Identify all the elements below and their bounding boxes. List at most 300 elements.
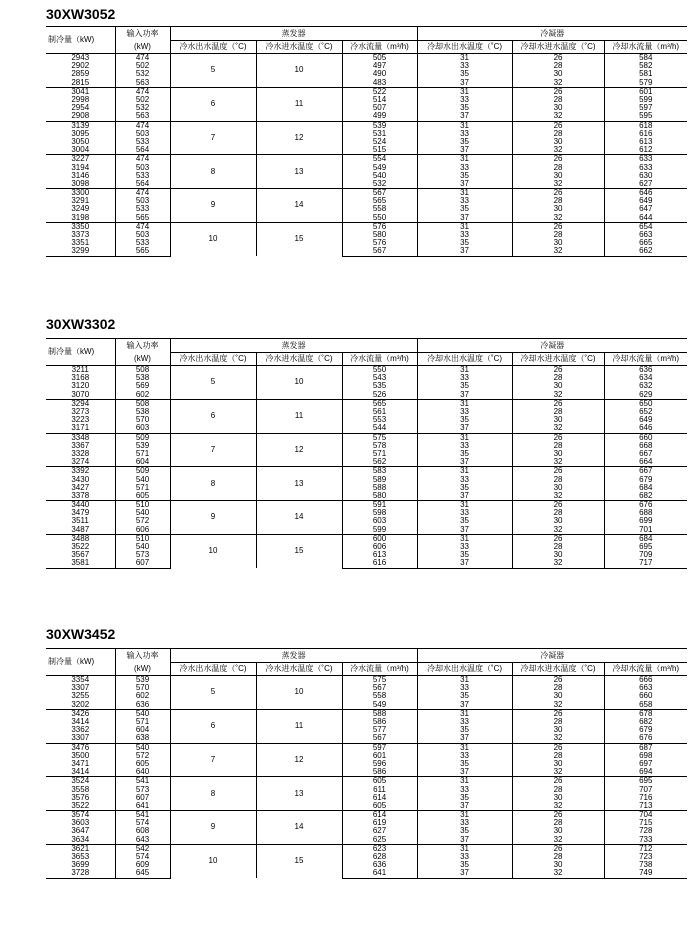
- cell-evap-in: 12: [256, 121, 342, 155]
- cell-capacity: 3004: [71, 146, 90, 155]
- cell-capacity: 3567: [71, 551, 90, 560]
- cell-evap-flow: 535: [342, 382, 417, 390]
- cell-power: 571: [115, 718, 170, 726]
- cell-evap-out: 6: [170, 709, 256, 743]
- cell-cond-in: 26: [512, 155, 604, 164]
- cell-cond-flow: 701: [604, 526, 687, 535]
- cell-cond-out: 37: [417, 146, 512, 155]
- cell-cond-in: 26: [512, 467, 604, 476]
- cell-power: 533: [115, 138, 170, 146]
- header-capacity: 制冷量（kW): [46, 649, 115, 676]
- cell-cond-out: 37: [417, 424, 512, 433]
- cell-power: 609: [115, 861, 170, 869]
- cell-cond-flow: 666: [604, 676, 687, 685]
- table-row: [46, 424, 687, 433]
- cell-evap-flow: 561: [342, 408, 417, 416]
- cell-evap-flow: 497: [342, 62, 417, 70]
- cell-cond-flow: 697: [604, 760, 687, 768]
- cell-power: 573: [115, 785, 170, 793]
- cell-cond-in: 30: [512, 827, 604, 835]
- cell-capacity: 3146: [71, 171, 90, 180]
- header-evap-in: 冷水进水温度（˚C): [256, 353, 342, 366]
- cell-cond-flow: 738: [604, 861, 687, 869]
- cell-capacity: 3354: [71, 675, 90, 685]
- table-row: [46, 130, 687, 138]
- cell-cond-flow: 663: [604, 684, 687, 692]
- cell-evap-flow: 577: [342, 726, 417, 734]
- cell-evap-flow: 554: [342, 155, 417, 164]
- cell-cond-flow: 707: [604, 785, 687, 793]
- cell-evap-flow: 558: [342, 205, 417, 213]
- cell-evap-flow: 586: [342, 718, 417, 726]
- cell-cond-out: 33: [417, 442, 512, 450]
- cell-capacity: 3362: [71, 726, 90, 735]
- table-row: [46, 163, 687, 171]
- cell-evap-flow: 580: [342, 492, 417, 501]
- cell-evap-flow: 596: [342, 760, 417, 768]
- cell-cond-in: 32: [512, 458, 604, 467]
- cell-cond-in: 26: [512, 709, 604, 718]
- cell-power: 503: [115, 197, 170, 205]
- cell-capacity: 3120: [71, 382, 90, 391]
- cell-evap-flow: 543: [342, 374, 417, 382]
- cell-power: 538: [115, 408, 170, 416]
- cell-cond-out: 33: [417, 96, 512, 104]
- table-row: [46, 87, 687, 96]
- table-row: [46, 96, 687, 104]
- cell-capacity: 3307: [71, 734, 90, 743]
- cell-cond-out: 31: [417, 399, 512, 408]
- cell-capacity: 3574: [46, 811, 115, 820]
- cell-cond-flow: 581: [604, 70, 687, 78]
- cell-evap-flow: 611: [342, 785, 417, 793]
- cell-evap-in: 11: [256, 399, 342, 433]
- cell-cond-out: 33: [417, 543, 512, 551]
- cell-cond-flow: 612: [604, 146, 687, 155]
- cell-cond-in: 28: [512, 543, 604, 551]
- cell-power: 604: [115, 726, 170, 734]
- cell-evap-flow: 553: [342, 416, 417, 424]
- cell-cond-flow: 634: [604, 374, 687, 382]
- cell-power: 539: [115, 442, 170, 450]
- cell-cond-flow: 597: [604, 104, 687, 112]
- cell-cond-out: 31: [417, 709, 512, 718]
- table-row: [46, 458, 687, 467]
- cell-cond-flow: 717: [604, 559, 687, 568]
- cell-capacity: 3728: [46, 869, 115, 878]
- cell-evap-in: 13: [256, 467, 342, 501]
- cell-capacity: 3621: [46, 844, 115, 853]
- cell-evap-out: 7: [170, 743, 256, 777]
- cell-evap-flow: 483: [342, 79, 417, 88]
- cell-evap-flow: 532: [342, 180, 417, 189]
- cell-capacity: 3487: [71, 525, 90, 534]
- cell-cond-out: 31: [417, 54, 512, 63]
- cell-cond-flow: 632: [604, 382, 687, 390]
- cell-cond-in: 30: [512, 551, 604, 559]
- cell-cond-out: 33: [417, 408, 512, 416]
- cell-capacity: 2954: [71, 104, 90, 113]
- header-cond-flow: 冷却水流量（m³/h): [604, 41, 687, 54]
- cell-cond-in: 30: [512, 104, 604, 112]
- cell-cond-out: 37: [417, 214, 512, 223]
- cell-cond-out: 31: [417, 501, 512, 510]
- cell-cond-flow: 616: [604, 130, 687, 138]
- table-row: [46, 180, 687, 189]
- cell-cond-out: 35: [417, 450, 512, 458]
- cell-cond-out: 33: [417, 853, 512, 861]
- cell-capacity: 3430: [71, 475, 90, 484]
- cell-power: 510: [115, 501, 170, 510]
- cell-cond-in: 32: [512, 214, 604, 223]
- cell-cond-in: 30: [512, 450, 604, 458]
- header-power-unit: (kW): [115, 663, 170, 676]
- cell-evap-flow: 499: [342, 112, 417, 121]
- cell-evap-flow: 597: [342, 743, 417, 752]
- cell-cond-flow: 728: [604, 827, 687, 835]
- cell-power: 508: [115, 399, 170, 408]
- cell-cond-out: 33: [417, 130, 512, 138]
- cell-power: 538: [115, 374, 170, 382]
- cell-evap-flow: 526: [342, 391, 417, 400]
- cell-evap-out: 5: [170, 366, 256, 400]
- cell-evap-flow: 589: [342, 475, 417, 483]
- table-row: [46, 811, 687, 820]
- table-row: [46, 543, 687, 551]
- table-row: [46, 559, 687, 568]
- cell-cond-out: 37: [417, 492, 512, 501]
- cell-capacity: 2908: [71, 112, 90, 121]
- cell-power: 533: [115, 172, 170, 180]
- cell-capacity: 3471: [71, 759, 90, 768]
- table-row: [46, 802, 687, 811]
- cell-capacity: 3524: [46, 777, 115, 786]
- cell-cond-flow: 667: [604, 467, 687, 476]
- cell-capacity: 3699: [71, 861, 90, 870]
- cell-power: 572: [115, 752, 170, 760]
- table-row: [46, 146, 687, 155]
- header-evap-flow: 冷水流量（m³/h): [342, 353, 417, 366]
- table-row: [46, 416, 687, 424]
- cell-cond-out: 31: [417, 777, 512, 786]
- cell-capacity: 3603: [71, 819, 90, 828]
- cell-power: 564: [115, 146, 170, 155]
- table-row: [46, 399, 687, 408]
- cell-capacity: 3479: [71, 509, 90, 518]
- cell-cond-flow: 668: [604, 442, 687, 450]
- table-row: [46, 382, 687, 390]
- cell-evap-flow: 558: [342, 692, 417, 700]
- cell-cond-out: 37: [417, 869, 512, 878]
- cell-cond-out: 35: [417, 138, 512, 146]
- table-row: [46, 172, 687, 180]
- cell-evap-out: 6: [170, 87, 256, 121]
- cell-power: 607: [115, 559, 170, 568]
- cell-capacity: 3378: [71, 491, 90, 500]
- cell-cond-in: 30: [512, 484, 604, 492]
- cell-cond-flow: 613: [604, 138, 687, 146]
- cell-cond-out: 33: [417, 718, 512, 726]
- cell-cond-out: 31: [417, 87, 512, 96]
- cell-evap-flow: 549: [342, 163, 417, 171]
- cell-cond-in: 26: [512, 743, 604, 752]
- cell-capacity: 3291: [71, 197, 90, 206]
- table-row: [46, 517, 687, 525]
- cell-evap-flow: 522: [342, 87, 417, 96]
- header-evap-out: 冷水出水温度（˚C): [170, 663, 256, 676]
- cell-cond-in: 26: [512, 399, 604, 408]
- table-row: [46, 676, 687, 685]
- cell-power: 533: [115, 205, 170, 213]
- header-condenser: 冷凝器: [417, 649, 687, 663]
- cell-cond-flow: 579: [604, 79, 687, 88]
- cell-evap-in: 12: [256, 433, 342, 467]
- cell-cond-in: 30: [512, 382, 604, 390]
- cell-cond-in: 32: [512, 768, 604, 777]
- header-cond-in: 冷却水进水温度（˚C): [512, 353, 604, 366]
- cell-cond-flow: 647: [604, 205, 687, 213]
- cell-power: 574: [115, 853, 170, 861]
- cell-cond-out: 35: [417, 239, 512, 247]
- cell-evap-flow: 576: [342, 222, 417, 231]
- cell-evap-in: 10: [256, 676, 342, 710]
- table-row: [46, 442, 687, 450]
- cell-capacity: 2998: [71, 95, 90, 105]
- cell-cond-out: 37: [417, 526, 512, 535]
- cell-evap-flow: 627: [342, 827, 417, 835]
- cell-cond-out: 31: [417, 222, 512, 231]
- cell-cond-in: 26: [512, 777, 604, 786]
- cell-cond-out: 37: [417, 391, 512, 400]
- cell-power: 474: [115, 222, 170, 231]
- cell-capacity: 3095: [71, 129, 90, 138]
- cell-power: 563: [115, 112, 170, 121]
- cell-evap-flow: 641: [342, 869, 417, 878]
- cell-capacity: 3041: [46, 87, 115, 96]
- cell-evap-out: 7: [170, 121, 256, 155]
- header-capacity: 制冷量（kW): [46, 339, 115, 366]
- table-row: [46, 844, 687, 853]
- table-row: [46, 374, 687, 382]
- cell-capacity: 3139: [46, 121, 115, 130]
- cell-cond-flow: 652: [604, 408, 687, 416]
- cell-evap-in: 12: [256, 743, 342, 777]
- cell-cond-flow: 679: [604, 475, 687, 483]
- cell-cond-in: 28: [512, 752, 604, 760]
- cell-cond-out: 35: [417, 172, 512, 180]
- cell-cond-out: 31: [417, 811, 512, 820]
- cell-power: 604: [115, 458, 170, 467]
- cell-cond-flow: 695: [604, 777, 687, 786]
- cell-evap-in: 10: [256, 54, 342, 88]
- cell-capacity: 3414: [71, 768, 90, 777]
- cell-cond-in: 26: [512, 676, 604, 685]
- table-row: [46, 104, 687, 112]
- cell-cond-flow: 650: [604, 399, 687, 408]
- cell-power: 640: [115, 768, 170, 777]
- cell-cond-flow: 618: [604, 121, 687, 130]
- cell-cond-in: 32: [512, 79, 604, 88]
- section-title: 30XW3302: [46, 316, 116, 332]
- table-row: [46, 450, 687, 458]
- cell-cond-in: 28: [512, 374, 604, 382]
- cell-evap-out: 9: [170, 501, 256, 535]
- cell-cond-flow: 684: [604, 534, 687, 543]
- cell-evap-flow: 565: [342, 197, 417, 205]
- cell-cond-in: 28: [512, 442, 604, 450]
- spec-table: [46, 26, 687, 257]
- table-row: [46, 794, 687, 802]
- cell-evap-flow: 490: [342, 70, 417, 78]
- cell-cond-in: 26: [512, 366, 604, 375]
- table-row: [46, 492, 687, 501]
- cell-power: 572: [115, 517, 170, 525]
- cell-cond-flow: 695: [604, 543, 687, 551]
- cell-cond-out: 33: [417, 231, 512, 239]
- table-row: [46, 768, 687, 777]
- cell-cond-out: 31: [417, 121, 512, 130]
- cell-cond-out: 31: [417, 155, 512, 164]
- cell-power: 570: [115, 684, 170, 692]
- header-power: 输入功率: [115, 27, 170, 41]
- cell-cond-in: 32: [512, 734, 604, 743]
- cell-evap-out: 5: [170, 54, 256, 88]
- cell-power: 641: [115, 802, 170, 811]
- table-row: [46, 79, 687, 88]
- cell-evap-flow: 549: [342, 701, 417, 710]
- cell-capacity: 3581: [46, 559, 115, 568]
- cell-cond-out: 35: [417, 794, 512, 802]
- cell-capacity: 3367: [71, 441, 90, 450]
- cell-evap-flow: 507: [342, 104, 417, 112]
- cell-capacity: 3307: [71, 684, 90, 693]
- cell-cond-flow: 630: [604, 172, 687, 180]
- cell-evap-flow: 599: [342, 526, 417, 535]
- cell-evap-flow: 605: [342, 777, 417, 786]
- header-evap-out: 冷水出水温度（˚C): [170, 353, 256, 366]
- cell-evap-flow: 567: [342, 189, 417, 198]
- cell-power: 602: [115, 391, 170, 400]
- cell-cond-out: 37: [417, 802, 512, 811]
- cell-evap-out: 8: [170, 777, 256, 811]
- cell-cond-out: 33: [417, 374, 512, 382]
- cell-evap-flow: 544: [342, 424, 417, 433]
- cell-cond-in: 30: [512, 861, 604, 869]
- cell-cond-in: 26: [512, 501, 604, 510]
- cell-capacity: 3274: [71, 458, 90, 467]
- cell-cond-flow: 698: [604, 752, 687, 760]
- cell-evap-flow: 591: [342, 501, 417, 510]
- cell-cond-flow: 715: [604, 819, 687, 827]
- table-row: [46, 189, 687, 198]
- cell-power: 510: [115, 534, 170, 543]
- cell-cond-in: 32: [512, 247, 604, 256]
- header-evap-flow: 冷水流量（m³/h): [342, 663, 417, 676]
- cell-cond-in: 28: [512, 96, 604, 104]
- cell-cond-in: 28: [512, 408, 604, 416]
- cell-capacity: 3168: [71, 374, 90, 383]
- cell-cond-flow: 649: [604, 197, 687, 205]
- cell-evap-flow: 605: [342, 802, 417, 811]
- section-title: 30XW3052: [46, 6, 116, 22]
- cell-power: 540: [115, 475, 170, 483]
- table-row: [46, 684, 687, 692]
- cell-evap-flow: 576: [342, 239, 417, 247]
- cell-cond-out: 35: [417, 70, 512, 78]
- cell-capacity: 3328: [71, 449, 90, 458]
- cell-cond-flow: 584: [604, 54, 687, 63]
- cell-cond-out: 37: [417, 836, 512, 845]
- cell-cond-flow: 646: [604, 189, 687, 198]
- cell-power: 571: [115, 484, 170, 492]
- table-row: [46, 112, 687, 121]
- cell-cond-flow: 660: [604, 692, 687, 700]
- cell-cond-out: 35: [417, 827, 512, 835]
- table-row: [46, 70, 687, 78]
- cell-cond-in: 32: [512, 146, 604, 155]
- table-row: [46, 509, 687, 517]
- cell-cond-in: 30: [512, 517, 604, 525]
- cell-cond-in: 30: [512, 760, 604, 768]
- cell-evap-flow: 619: [342, 819, 417, 827]
- cell-evap-in: 15: [256, 534, 342, 568]
- cell-evap-flow: 571: [342, 450, 417, 458]
- cell-evap-flow: 524: [342, 138, 417, 146]
- cell-power: 502: [115, 62, 170, 70]
- cell-cond-in: 28: [512, 718, 604, 726]
- table-row: [46, 391, 687, 400]
- cell-cond-out: 35: [417, 726, 512, 734]
- cell-cond-in: 32: [512, 559, 604, 568]
- cell-cond-out: 31: [417, 189, 512, 198]
- table-row: [46, 239, 687, 247]
- table-row: [46, 475, 687, 483]
- cell-cond-flow: 599: [604, 96, 687, 104]
- cell-cond-in: 28: [512, 130, 604, 138]
- cell-cond-in: 28: [512, 62, 604, 70]
- cell-evap-out: 5: [170, 676, 256, 710]
- cell-power: 503: [115, 163, 170, 171]
- cell-cond-in: 28: [512, 509, 604, 517]
- cell-cond-flow: 663: [604, 231, 687, 239]
- cell-cond-out: 35: [417, 692, 512, 700]
- cell-cond-out: 31: [417, 534, 512, 543]
- cell-capacity: 3255: [71, 692, 90, 701]
- cell-power: 606: [115, 526, 170, 535]
- cell-cond-in: 28: [512, 475, 604, 483]
- cell-power: 602: [115, 692, 170, 700]
- cell-evap-flow: 600: [342, 534, 417, 543]
- cell-capacity: 3351: [71, 239, 90, 248]
- table-row: [46, 408, 687, 416]
- spec-table: [46, 648, 687, 879]
- cell-cond-out: 31: [417, 366, 512, 375]
- cell-capacity: 3050: [71, 137, 90, 146]
- cell-evap-in: 14: [256, 189, 342, 223]
- cell-evap-flow: 601: [342, 752, 417, 760]
- cell-capacity: 3194: [71, 163, 90, 172]
- cell-power: 540: [115, 509, 170, 517]
- cell-capacity: 3223: [71, 416, 90, 425]
- cell-capacity: 3202: [71, 700, 90, 709]
- cell-power: 574: [115, 819, 170, 827]
- cell-cond-flow: 633: [604, 155, 687, 164]
- cell-cond-in: 32: [512, 180, 604, 189]
- cell-cond-out: 31: [417, 743, 512, 752]
- header-evaporator: 蒸发器: [170, 339, 417, 353]
- table-row: [46, 819, 687, 827]
- cell-cond-out: 37: [417, 734, 512, 743]
